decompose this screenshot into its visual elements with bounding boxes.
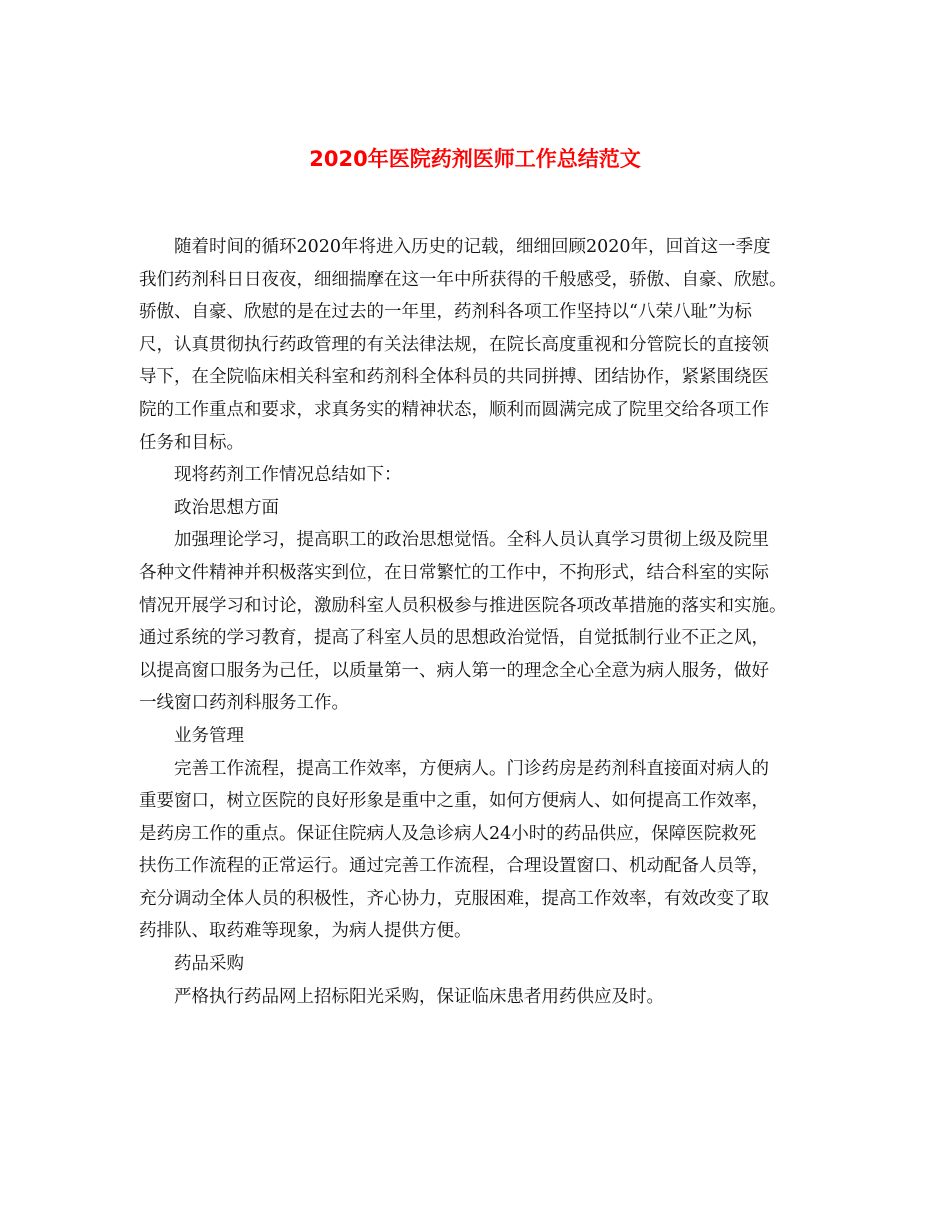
text-line: 骄傲、自豪、欣慰的是在过去的一年里，药剂科各项工作坚持以“八荣八耻”为标 — [139, 302, 752, 323]
text-line: 严格执行药品网上招标阳光采购，保证临床患者用药供应及时。 — [174, 986, 664, 1007]
text-line: 现将药剂工作情况总结如下： — [174, 465, 402, 486]
paragraph — [139, 231, 829, 459]
text-line: 是药房工作的重点。保证住院病人及急诊病人24小时的药品供应，保障医院救死 — [139, 823, 757, 844]
paragraph — [139, 459, 829, 492]
text-line: 重要窗口，树立医院的良好形象是重中之重，如何方便病人、如何提高工作效率， — [139, 791, 769, 812]
text-line: 通过系统的学习教育，提高了科室人员的思想政治觉悟，自觉抵制行业不正之风， — [139, 628, 769, 649]
text-line: 情况开展学习和讨论，激励科室人员积极参与推进医院各项改革措施的落实和实施。 — [139, 595, 787, 616]
text-line: 药排队、取药难等现象，为病人提供方便。 — [139, 921, 472, 942]
text-line: 扶伤工作流程的正常运行。通过完善工作流程，合理设置窗口、机动配备人员等， — [139, 856, 769, 877]
paragraph — [139, 948, 829, 981]
text-line: 加强理论学习，提高职工的政治思想觉悟。全科人员认真学习贯彻上级及院里 — [174, 530, 769, 551]
paragraph — [139, 524, 829, 720]
text-line: 各种文件精神并积极落实到位，在日常繁忙的工作中，不拘形式，结合科室的实际 — [139, 562, 769, 583]
text-line: 院的工作重点和要求，求真务实的精神状态，顺利而圆满完成了院里交给各项工作 — [139, 399, 769, 420]
text-line: 一线窗口药剂科服务工作。 — [139, 693, 349, 714]
text-line: 任务和目标。 — [139, 432, 244, 453]
text-line: 政治思想方面 — [174, 497, 279, 518]
paragraph — [139, 753, 829, 949]
text-line: 完善工作流程，提高工作效率，方便病人。门诊药房是药剂科直接面对病人的 — [174, 758, 769, 779]
text-line: 导下，在全院临床相关科室和药剂科全体科员的共同拼搏、团结协作，紧紧围绕医 — [139, 367, 769, 388]
text-line: 随着时间的循环2020年将进入历史的记载，细细回顾2020年，回首这一季度 — [174, 237, 771, 257]
paragraph — [139, 492, 829, 525]
document-body — [139, 231, 829, 1013]
paragraph — [139, 720, 829, 753]
text-line: 以提高窗口服务为己任，以质量第一、病人第一的理念全心全意为病人服务，做好 — [139, 660, 769, 681]
text-line: 业务管理 — [174, 725, 244, 746]
text-line: 药品采购 — [174, 954, 244, 975]
document-title: 2020年医院药剂医师工作总结范文 — [309, 147, 641, 171]
text-line: 我们药剂科日日夜夜，细细揣摩在这一年中所获得的千般感受，骄傲、自豪、欣慰。 — [139, 269, 787, 290]
paragraph — [139, 981, 829, 1014]
text-line: 尺，认真贯彻执行药政管理的有关法律法规，在院长高度重视和分管院长的直接领 — [139, 334, 769, 355]
text-line: 充分调动全体人员的积极性，齐心协力，克服困难，提高工作效率，有效改变了取 — [139, 888, 769, 909]
